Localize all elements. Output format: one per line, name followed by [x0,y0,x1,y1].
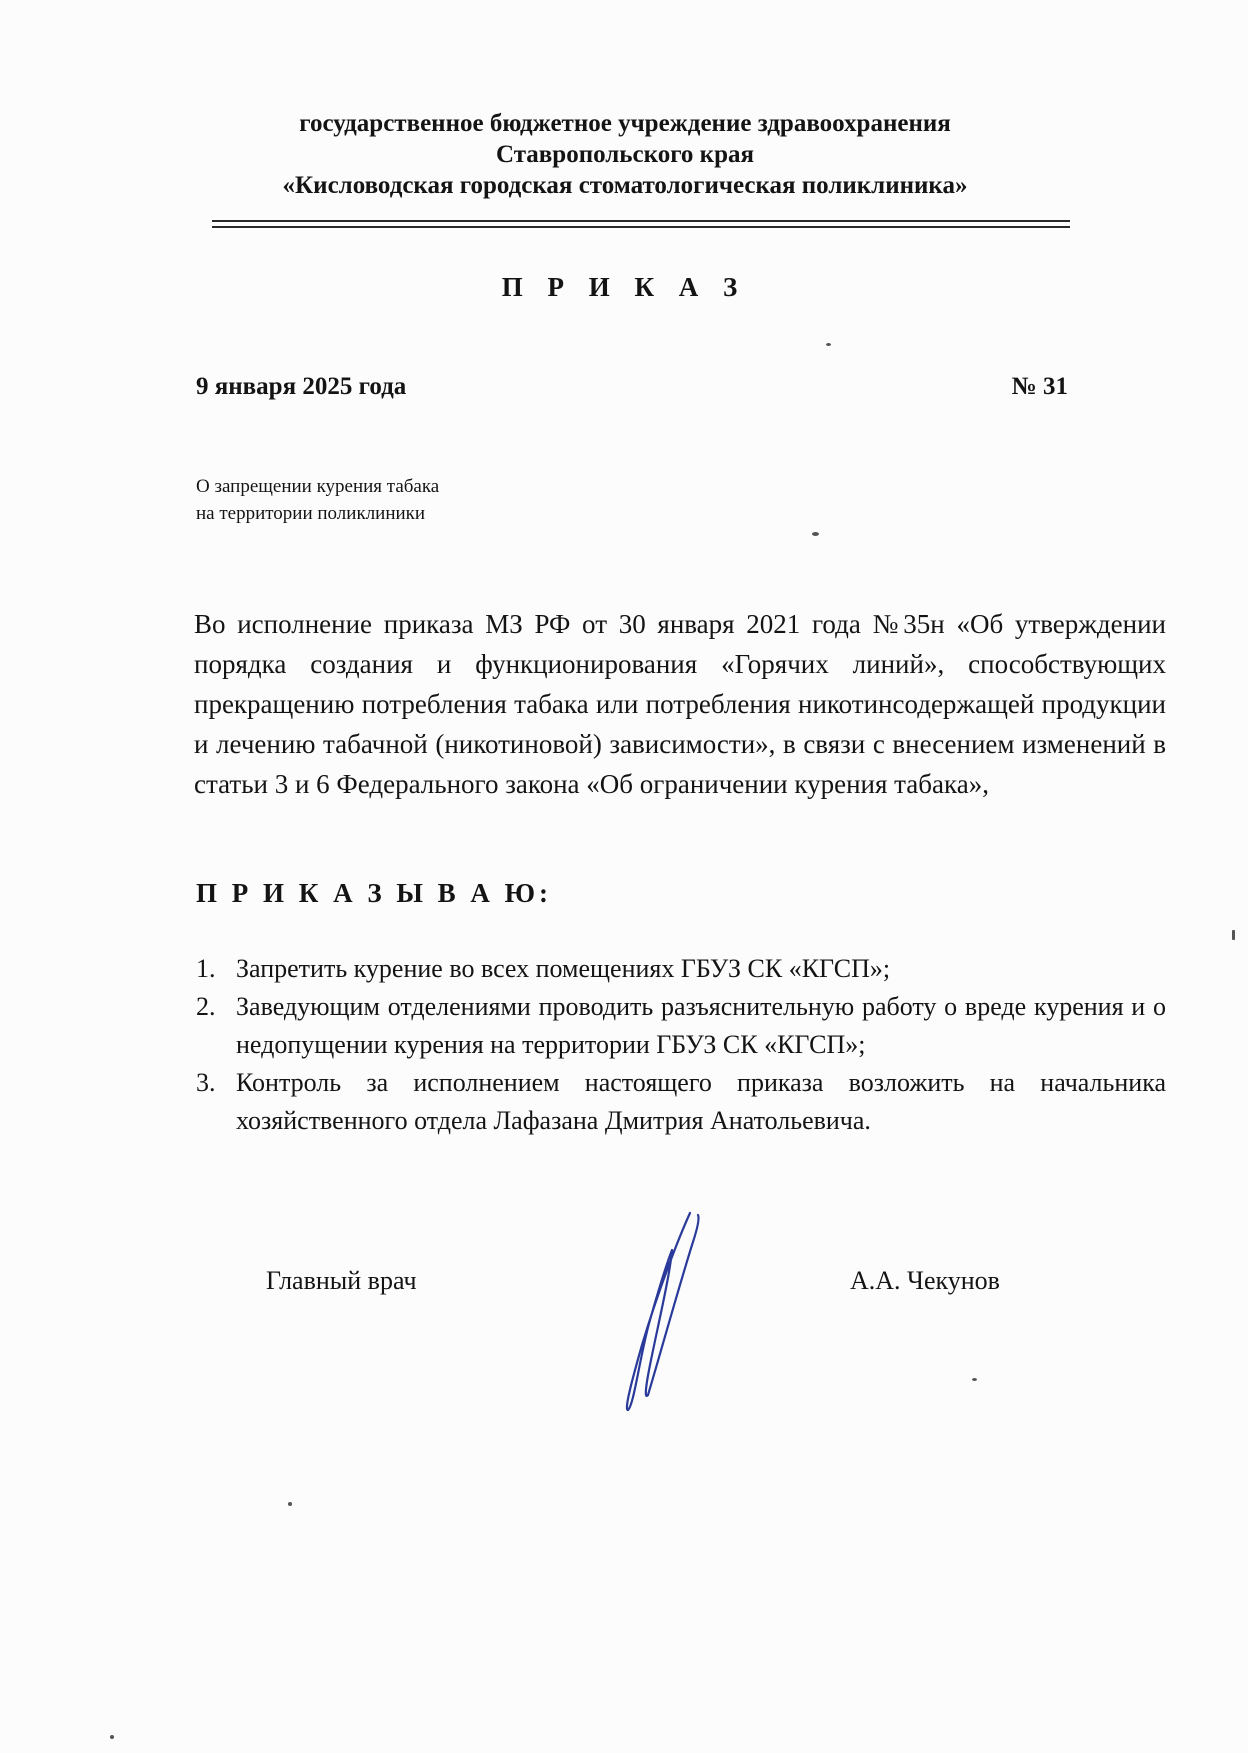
handwritten-signature [620,1205,730,1415]
order-heading: П Р И К А З Ы В А Ю: [196,878,552,908]
header-double-rule [212,220,1070,228]
header-line-3: «Кисловодская городская стоматологическая поликлиника» [282,172,968,199]
preamble-paragraph: Во исполнение приказа МЗ РФ от 30 января 2021 года №35н «Об утверждении порядка создания и функционирования «Горячих линий», способствующих прекращению потребления табака или потребления никотинсодержащей продукции и лечению табачной (никотиновой) зависимости», в связи с внесением изменений в статьи 3 и 6 Федерального закона «Об ограничении курения табака», [194,609,1166,799]
list-item-text: Запретить курение во всех помещениях ГБУЗ СК «КГСП»; [236,954,891,983]
subject-line-1: О запрещении курения табака [196,476,440,497]
scan-speck [1232,930,1235,940]
header-line-1: государственное бюджетное учреждение здравоохранения [299,110,951,137]
list-item [196,950,1166,988]
subject-line-2: на территории поликлиники [196,503,426,524]
list-item [196,988,1166,1064]
signatory-name: А.А. Чекунов [850,1266,1000,1295]
list-item-text: Заведующим отделениями проводить разъяснительную работу о вреде курения и о недопущении курения на территории ГБУЗ СК «КГСП»; [236,992,1166,1059]
institution-header [180,108,1070,201]
list-item-number: 3. [196,1068,216,1097]
scan-speck [826,343,831,346]
scan-speck [972,1378,977,1381]
signatory-role: Главный врач [266,1266,417,1295]
list-item [196,1064,1166,1140]
order-number: № 31 [1011,373,1068,400]
document-title: П Р И К А З [501,272,747,302]
list-item-text: Контроль за исполнением настоящего приказа возложить на начальника хозяйственного отдела Лафазана Дмитрия Анатольевича. [236,1068,1166,1135]
order-subject [196,473,439,527]
list-item-number: 1. [196,954,216,983]
scan-speck [110,1735,114,1739]
scan-speck [288,1502,292,1506]
order-date: 9 января 2025 года [196,373,407,400]
list-item-number: 2. [196,992,216,1021]
order-items-list [196,950,1166,1140]
header-line-2: Ставропольского края [495,141,755,168]
scan-speck [812,532,819,536]
